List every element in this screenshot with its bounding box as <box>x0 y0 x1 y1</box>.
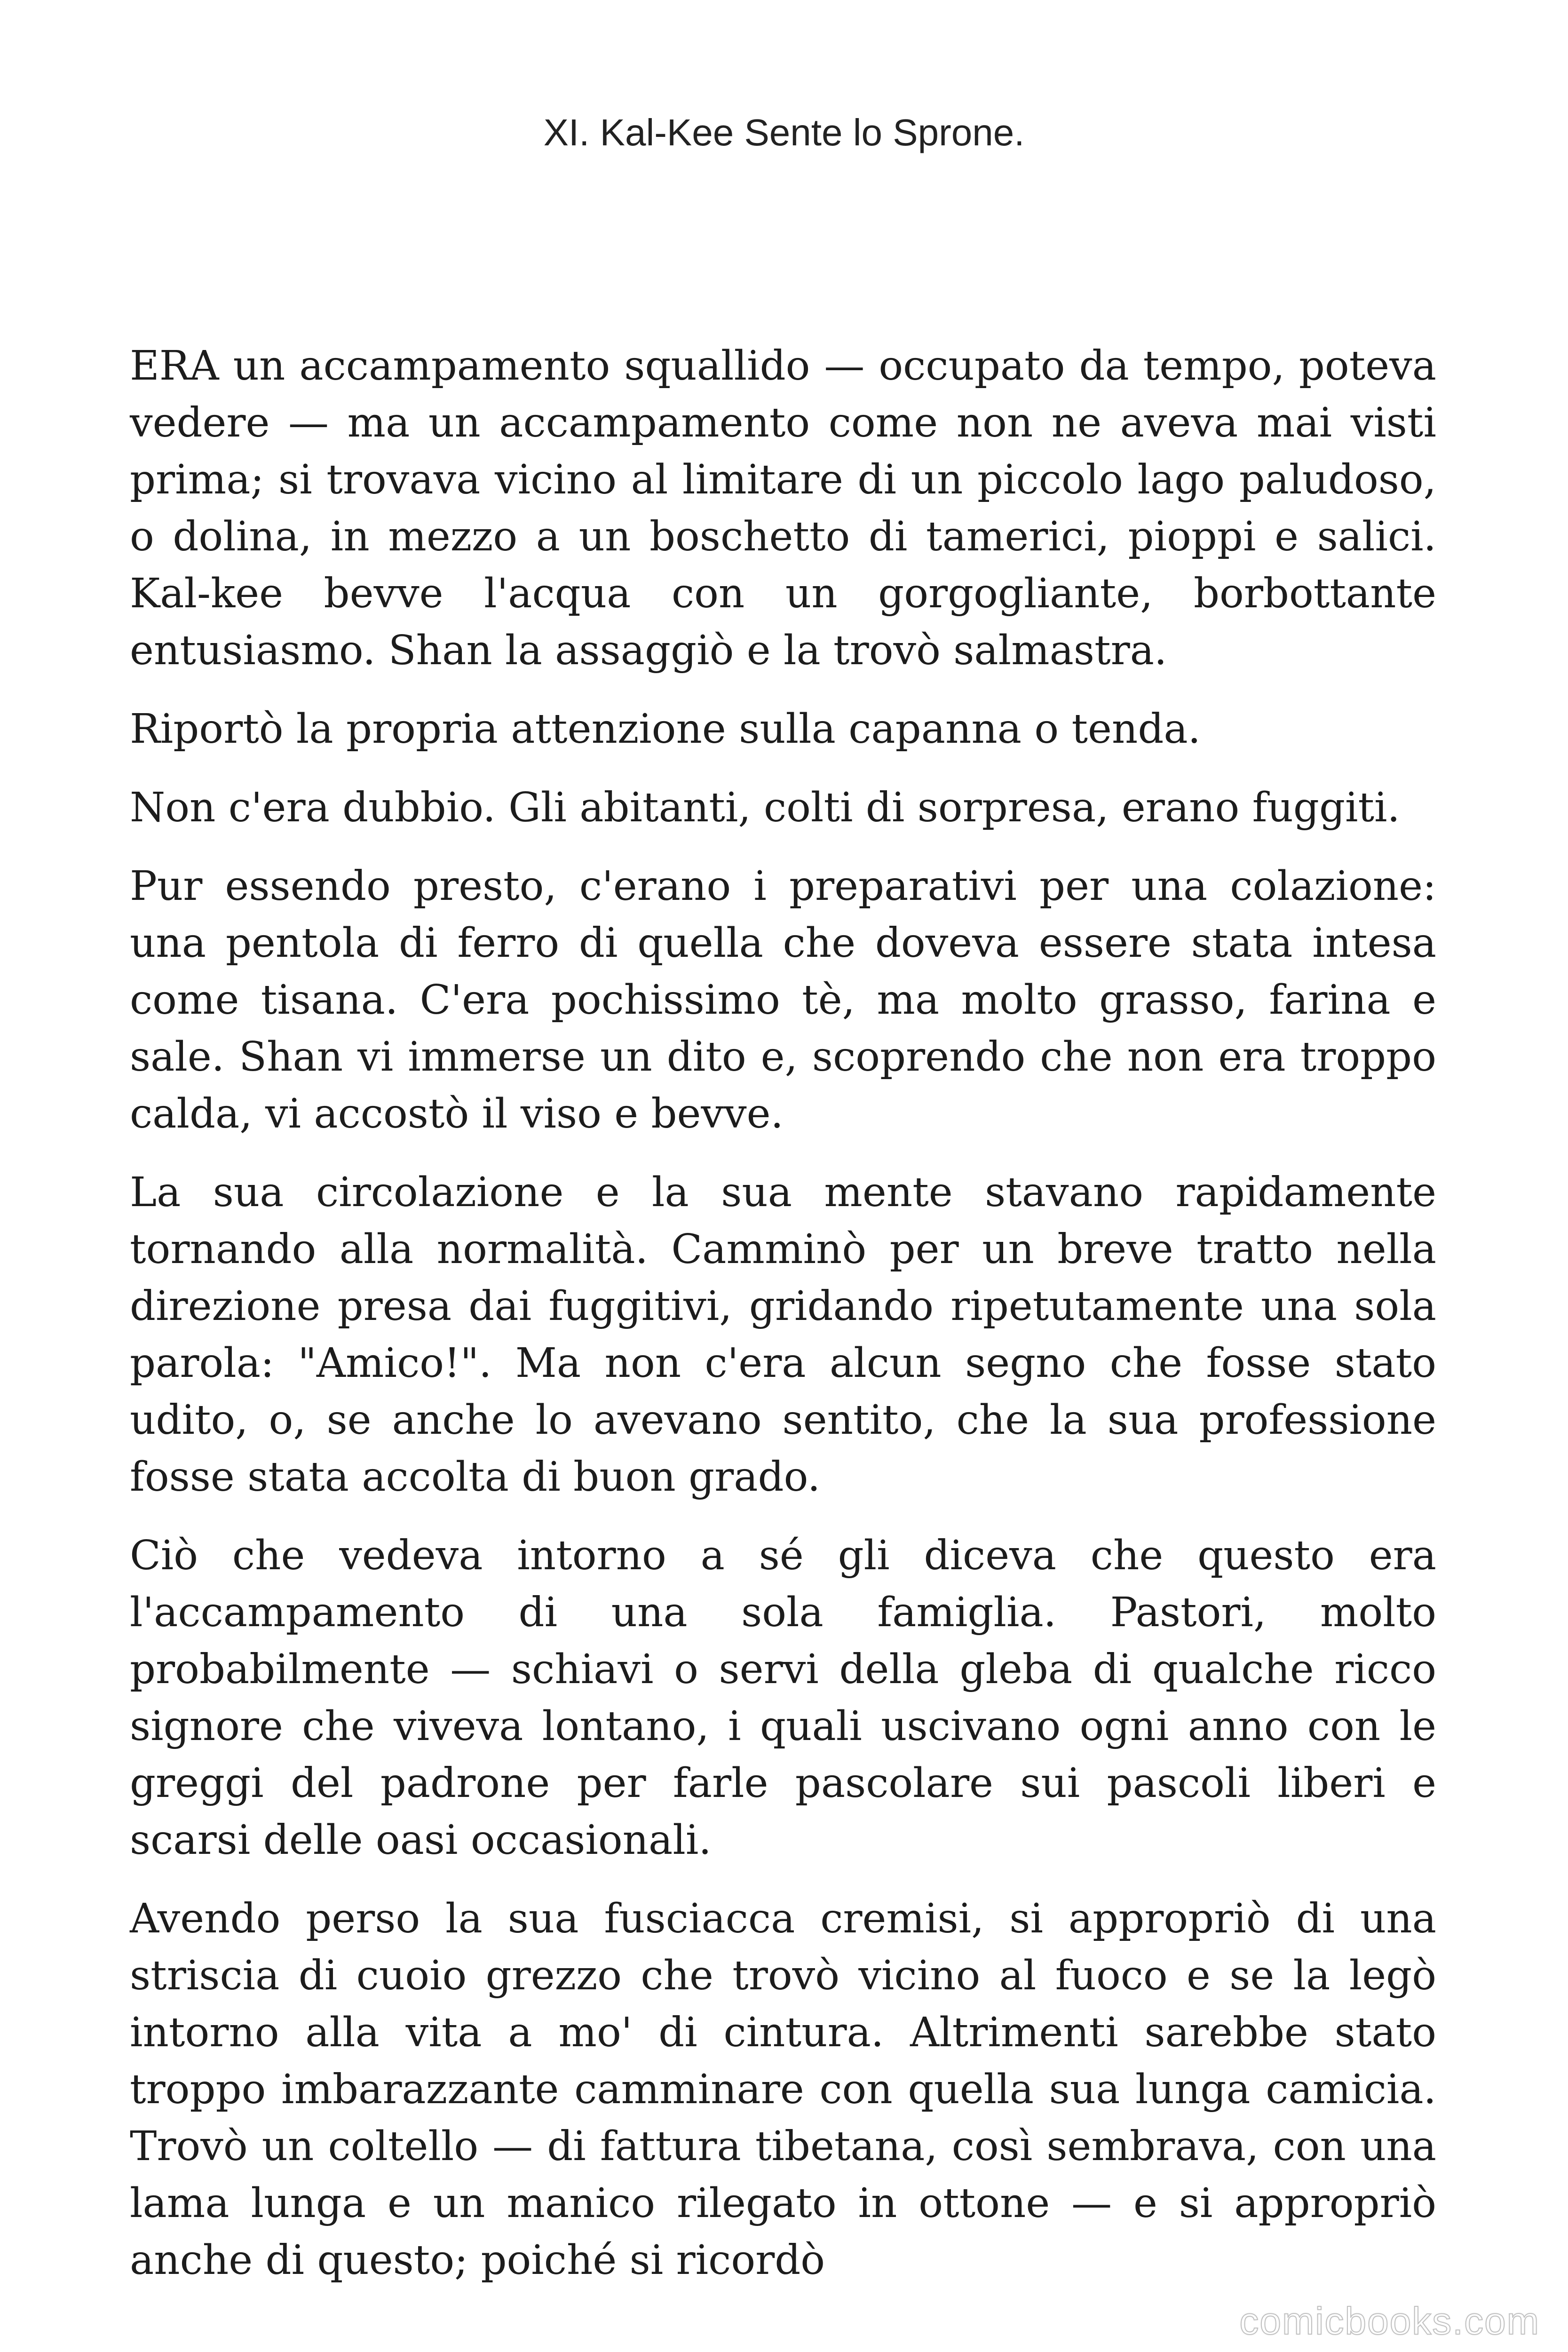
paragraph: La sua circolazione e la sua mente stavano rapidamente tornando alla normalità. Camminò per un breve tratto nella direzione presa dai fuggitivi, gridando ripetutamente una sola parola: "Amico!". Ma non c'era alcun segno che fosse stato udito, o, se anche lo avevano sentito, che la sua professione fosse stata accolta di buon grado. <box>130 1169 1436 1501</box>
paragraph: Avendo perso la sua fusciacca cremisi, si appropriò di una striscia di cuoio grezzo che trovò vicino al fuoco e se la legò intorno alla vita a mo' di cintura. Altrimenti sarebbe stato troppo imbarazzante camminare con quella sua lunga camicia. Trovò un coltello — di fattura tibetana, così sembrava, con una lama lunga e un manico rilegato in ottone — e si appropriò anche di questo; poiché si ricordò <box>130 1895 1436 2284</box>
chapter-title: XI. Kal-Kee Sente lo Sprone. <box>543 111 1025 153</box>
paragraph: Riportò la propria attenzione sulla capanna o tenda. <box>130 706 1201 753</box>
chapter-body <box>130 338 1436 2311</box>
paragraph: Ciò che vedeva intorno a sé gli diceva che questo era l'accampamento di una sola famiglia. Pastori, molto probabilmente — schiavi o servi della gleba di qualche ricco signore che viveva lontano, i quali uscivano ogni anno con le greggi del padrone per farle pascolare sui pascoli liberi e scarsi delle oasi occasionali. <box>130 1532 1436 1864</box>
paragraph: ERA un accampamento squallido — occupato da tempo, poteva vedere — ma un accampamento come non ne aveva mai visti prima; si trovava vicino al limitare di un piccolo lago paludoso, o dolina, in mezzo a un boschetto di tamerici, pioppi e salici. Kal-kee bevve l'acqua con un gorgogliante, borbottante entusiasmo. Shan la assaggiò e la trovò salmastra. <box>130 342 1436 674</box>
watermark: comicbooks.com <box>1239 2300 1540 2343</box>
paragraph: Pur essendo presto, c'erano i preparativi per una colazione: una pentola di ferro di quella che doveva essere stata intesa come tisana. C'era pochissimo tè, ma molto grasso, farina e sale. Shan vi immerse un dito e, scoprendo che non era troppo calda, vi accostò il viso e bevve. <box>130 863 1436 1137</box>
paragraph: Non c'era dubbio. Gli abitanti, colti di sorpresa, erano fuggiti. <box>130 784 1400 831</box>
